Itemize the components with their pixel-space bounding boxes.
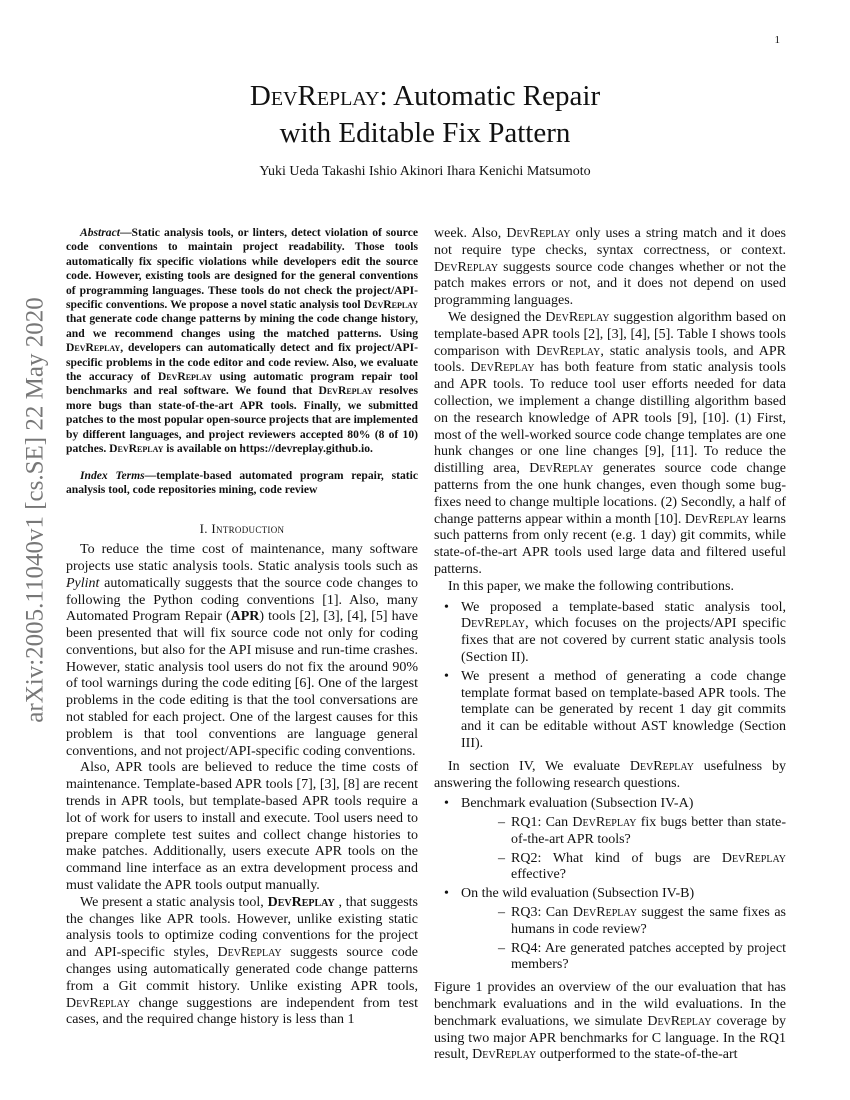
left-column	[66, 226, 418, 1029]
tool-name: DevReplay	[529, 461, 594, 477]
right-paragraph-5	[434, 980, 786, 1064]
title-line1: : Automatic Repair	[379, 80, 601, 112]
tool-name: DevReplay	[66, 341, 121, 355]
tool-name: DevReplay	[472, 1047, 537, 1063]
right-paragraph-3: In this paper, we make the following contributions.	[448, 578, 734, 594]
intro-paragraph-1	[66, 542, 418, 760]
intro-paragraph-3	[66, 895, 418, 1029]
paragraph-text: change suggestions are independent from test cases, and the required change history is less than 1	[66, 995, 418, 1028]
abstract-text: —Static analysis tools, or linters, detect violation of source code conventions to maintain project readability. Those tools automatically fix specific violations while developers edit the source code. However, existing tools are designed for the general conventions of programming languages. These tools do not check the project/API-specific conventions. We propose a novel static analysis tool	[66, 226, 418, 312]
rq-sublist	[461, 905, 786, 974]
paragraph-text: ) tools [2], [3], [4], [5] have been presented that will fix source code not only for coding conventions, but also for the API misuse and run-time crashes. However, static analysis tool users do not fix the around 90% of tool warnings during the code editing [6]. One of the largest problems in the code editing is that the tool conversations are not stabled for each project. One of the largest causes for this problem is that tool conventions are language general conventions, and not project/API-specific coding conventions.	[66, 609, 418, 759]
tool-name: DevReplay	[629, 758, 694, 774]
rq-group-wild	[434, 886, 786, 974]
paragraph-text: In section IV, We evaluate	[448, 758, 630, 774]
paragraph-text: generates source code change patterns from the one hunk changes, even though some bug-fixes need to change multiple locations. (2) Secondly, a half of change patterns appear within a month [10].	[434, 461, 787, 527]
contribution-item-1	[434, 600, 786, 667]
tool-name: DevReplay	[536, 343, 601, 359]
paragraph-text: coverage by using two major APR benchmarks for C language. In the RQ1 result,	[434, 1013, 786, 1063]
contribution-item-2: • We present a method of generating a code change template format based on template-based APR tools. The template can be generated by recent 1 day git commits and it can be editable without AST knowledge (Section III).	[434, 669, 786, 753]
list-item-text: RQ1: Can	[511, 815, 573, 831]
paragraph-text: To reduce the time cost of maintenance, many software projects use static analysis tools. Static analysis tools such as	[66, 542, 418, 574]
title-line2: with Editable Fix Pattern	[279, 117, 571, 149]
paragraph-text: only uses a string match and it does not require type checks, syntax correctness, or context.	[434, 226, 786, 258]
paragraph-text: usefulness by answering the following research questions.	[434, 758, 786, 791]
abstract	[66, 226, 418, 457]
tool-name: DevReplay	[470, 360, 535, 376]
intro-paragraph-2: Also, APR tools are believed to reduce the time costs of maintenance. Template-based APR tools [7], [3], [8] are recent trends in APR tools, but template-based APR tools require a lot of work for users to install and execute. Tool users need to prepare complete test suites and collect change histories to make patches. Additionally, users execute APR tools on the command line interface as an extra development process and must validate the APR tools output manually.	[66, 760, 418, 894]
paragraph-text: suggests source code changes whether or not the patch makes errors or not, and it does not depend on used programming languages.	[434, 259, 786, 309]
abstract-text: using automatic program repair tool benchmarks and real software. We found that	[66, 370, 419, 398]
tool-name: DevReplay	[66, 995, 131, 1011]
list-item-text: RQ2: What kind of bugs are	[511, 850, 722, 866]
tool-name: DevReplay	[109, 442, 164, 456]
paragraph-text: suggests source code changes using automatically generated code change patterns from a Git commit history. Unlike existing APR tools,	[66, 945, 418, 994]
rq-sublist	[461, 815, 786, 884]
paragraph-text: outperformed to the state-of-the-art	[536, 1047, 738, 1063]
right-paragraph-1	[434, 226, 786, 310]
abstract-text: that generate code change patterns by mining the code change history, and we recommend changes using the matched patterns. Using	[66, 312, 418, 340]
paragraph-text: learns such patterns from only recent (e.g. 1 day) git commits, while state-of-the-art APR tools used large data and filtered useful patterns.	[434, 511, 787, 577]
list-item-text: , which focuses on the projects/API specific fixes that are not covered by current static analysis tools (Section II).	[461, 616, 786, 665]
index-terms-text: —template-based automated program repair, static analysis tool, code repositories mining, code review	[66, 468, 418, 496]
right-paragraph-4	[434, 759, 786, 793]
rq-group-label: On the wild evaluation (Subsection IV-B)	[461, 886, 695, 902]
tool-name: DevReplay	[318, 384, 373, 398]
tool-name: DevReplay	[647, 1013, 712, 1029]
index-terms-label: Index Terms	[80, 468, 145, 482]
index-terms	[66, 469, 418, 498]
tool-name: DevReplay	[434, 259, 499, 275]
abstract-text: resolves more bugs than state-of-the-art APR tools. Finally, we submitted patches to the most popular open-source projects that are implemented by different languages, and project reviewers accepted 80% (8 of 10) patches.	[66, 384, 418, 456]
tool-name: DevReplay	[157, 370, 213, 384]
paragraph-text: has both feature from static analysis tools and APR tools. To reduce tool user efforts needed for data collection, we implement a change distilling algorithm based on the research knowledge of APR tools [9], [10]. (1) First, most of the well-worked source code change templates are one hunk changes or one line changes [9], [11]. To reduce the distilling area,	[434, 360, 786, 477]
rq4-item: – RQ4: Are generated patches accepted by project members?	[461, 941, 786, 975]
arxiv-stamp-text: arXiv:2005.11040v1 [cs.SE] 22 May 2020	[22, 297, 50, 723]
arxiv-stamp	[16, 290, 56, 730]
author-list: Yuki Ueda Takashi Ishio Akinori Ihara Kenichi Matsumoto	[259, 164, 591, 179]
rq2-item	[461, 851, 786, 885]
right-column	[434, 226, 786, 1064]
paper-title	[0, 78, 850, 152]
tool-name: DevReplay	[217, 945, 282, 961]
pylint-term: Pylint	[66, 575, 100, 591]
list-item-text: suggest the same fixes as humans in code review?	[511, 905, 786, 937]
abstract-text: , developers can automatically detect and fix project/API-specific problems in the code editor and code review. Also, we evaluate the accuracy of	[66, 341, 418, 384]
tool-name: DevReplay	[267, 894, 335, 910]
research-questions-list	[434, 796, 786, 974]
list-item-text: We proposed a template-based static analysis tool,	[461, 599, 786, 615]
rq-group-label: Benchmark evaluation (Subsection IV-A)	[461, 796, 694, 812]
list-item-text: RQ3: Can	[511, 905, 573, 921]
rq1-item	[461, 815, 786, 849]
paragraph-text: automatically suggests that the source code changes to following the Python coding conventions [1]. Also, many Automated Program Repair (	[66, 575, 418, 625]
section-heading-introduction: I. Introduction	[199, 521, 285, 537]
apr-term: APR	[230, 609, 260, 625]
tool-name: DevReplay	[684, 511, 749, 527]
tool-name: DevReplay	[721, 850, 786, 866]
tool-name: DevReplay	[572, 815, 637, 831]
paragraph-text: suggestion algorithm based on template-based APR tools [2], [3], [4], [5]. Table I shows tools comparison with	[434, 309, 786, 359]
abstract-label: Abstract	[80, 226, 120, 239]
title-tool-name: DevReplay	[249, 80, 380, 112]
tool-name: DevReplay	[572, 905, 637, 921]
contributions-list	[434, 600, 786, 753]
tool-name: DevReplay	[363, 298, 418, 312]
paragraph-text: We designed the	[448, 309, 546, 325]
paragraph-text: , that suggests the changes like APR tools. However, unlike existing static analysis tools to optimize coding conventions for the project and API-specific styles,	[66, 894, 418, 961]
tool-name: DevReplay	[545, 309, 610, 325]
list-item-text: effective?	[511, 867, 566, 883]
right-paragraph-2	[434, 310, 786, 579]
rq3-item	[461, 905, 786, 939]
tool-name: DevReplay	[506, 226, 571, 241]
paragraph-text: week. Also,	[434, 226, 507, 241]
rq-group-benchmark	[434, 796, 786, 884]
paragraph-text: , static analysis tools, and APR tools.	[434, 343, 786, 376]
paragraph-text: We present a static analysis tool,	[80, 894, 268, 910]
page-number: 1	[774, 34, 780, 46]
abstract-text: is available on https://devreplay.github.io.	[163, 442, 373, 456]
tool-name: DevReplay	[461, 616, 526, 632]
paragraph-text: Figure 1 provides an overview of the our evaluation that has benchmark evaluations and in the wild evaluations. In the benchmark evaluations, we simulate	[434, 980, 786, 1029]
list-item-text: fix bugs better than state-of-the-art APR tools?	[511, 815, 787, 847]
